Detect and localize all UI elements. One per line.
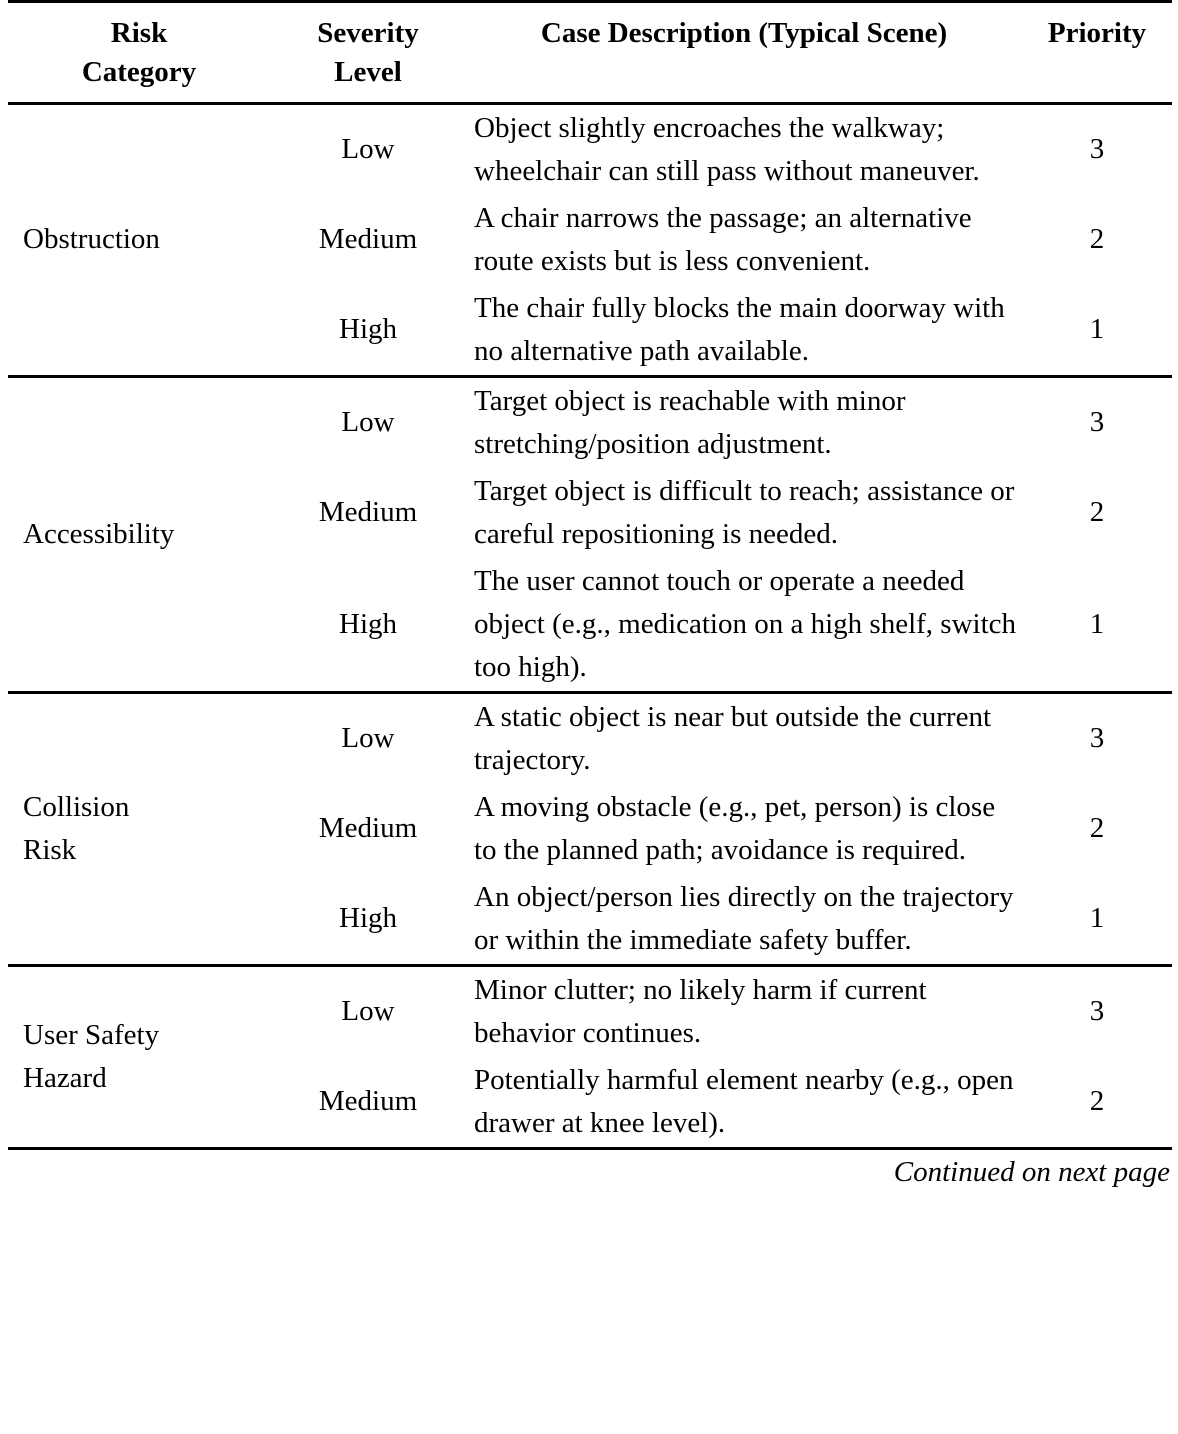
- cell-severity-level: [270, 558, 466, 693]
- column-header-risk-category-line2: Category: [81, 55, 197, 88]
- severity-label: Low: [341, 406, 395, 439]
- cell-severity-level: [270, 285, 466, 377]
- cell-severity-level: [270, 874, 466, 966]
- cell-case-description: [466, 468, 1022, 558]
- cell-case-description: [466, 694, 1022, 784]
- severity-label: Low: [341, 722, 395, 755]
- continued-note: Continued on next page: [893, 1155, 1170, 1188]
- risk-category-label-line1: User Safety: [23, 1018, 160, 1051]
- case-description-text: A chair narrows the passage; an alternative route exists but is less convenient.: [474, 201, 972, 277]
- column-header-severity-level-line2: Level: [334, 55, 402, 88]
- column-header-severity-level: [270, 3, 466, 103]
- priority-value: 3: [1089, 995, 1105, 1028]
- cell-severity-level: [270, 105, 466, 195]
- cell-case-description: [466, 784, 1022, 874]
- risk-category-label: Accessibility: [23, 517, 175, 550]
- cell-priority: [1022, 285, 1172, 377]
- case-description-text: Object slightly encroaches the walkway; wheelchair can still pass without maneuver.: [474, 111, 980, 187]
- cell-priority: [1022, 195, 1172, 285]
- cell-severity-level: [270, 378, 466, 468]
- cell-priority: [1022, 558, 1172, 693]
- cell-case-description: [466, 105, 1022, 195]
- cell-priority: [1022, 694, 1172, 784]
- table-body: [8, 105, 1172, 1150]
- risk-assessment-table: [8, 0, 1172, 1150]
- cell-severity-level: [270, 195, 466, 285]
- severity-label: Medium: [318, 1085, 418, 1118]
- cell-priority: [1022, 874, 1172, 966]
- priority-value: 1: [1089, 607, 1105, 640]
- case-description-text: Potentially harmful element nearby (e.g., open drawer at knee level).: [474, 1063, 1014, 1139]
- severity-label: Medium: [318, 812, 418, 845]
- column-header-case-description-line1: Case Description (Typical Scene): [540, 17, 948, 49]
- cell-case-description: [466, 558, 1022, 693]
- case-description-text: Minor clutter; no likely harm if current behavior continues.: [474, 973, 927, 1049]
- cell-risk-category: [8, 967, 270, 1149]
- case-description-text: Target object is difficult to reach; assistance or careful repositioning is needed.: [474, 474, 1015, 550]
- case-description-text: The user cannot touch or operate a needed object (e.g., medication on a high shelf, switch too high).: [474, 564, 1016, 683]
- severity-label: Low: [341, 995, 395, 1028]
- cell-risk-category: [8, 694, 270, 966]
- cell-priority: [1022, 468, 1172, 558]
- cell-risk-category: [8, 378, 270, 693]
- priority-value: 3: [1089, 133, 1105, 166]
- cell-severity-level: [270, 468, 466, 558]
- case-description-text: An object/person lies directly on the trajectory or within the immediate safety buffer.: [474, 880, 1014, 956]
- table-row: [8, 105, 1172, 195]
- severity-label: High: [339, 313, 397, 346]
- column-header-case-description: [466, 3, 1022, 103]
- cell-case-description: [466, 967, 1022, 1057]
- cell-case-description: [466, 285, 1022, 377]
- cell-severity-level: [270, 967, 466, 1057]
- cell-priority: [1022, 378, 1172, 468]
- cell-case-description: [466, 1057, 1022, 1149]
- risk-category-label-line2: Risk: [23, 833, 77, 866]
- priority-value: 3: [1089, 722, 1105, 755]
- priority-value: 1: [1089, 902, 1105, 935]
- column-header-risk-category: [8, 3, 270, 103]
- priority-value: 2: [1089, 223, 1105, 256]
- priority-value: 2: [1089, 496, 1105, 529]
- priority-value: 2: [1089, 1085, 1105, 1118]
- column-header-priority: [1022, 3, 1172, 103]
- case-description-text: Target object is reachable with minor stretching/position adjustment.: [474, 384, 906, 460]
- cell-priority: [1022, 1057, 1172, 1149]
- severity-label: High: [339, 902, 397, 935]
- cell-severity-level: [270, 694, 466, 784]
- priority-value: 1: [1089, 313, 1105, 346]
- cell-case-description: [466, 195, 1022, 285]
- cell-case-description: [466, 378, 1022, 468]
- risk-category-label: Obstruction: [23, 223, 160, 256]
- cell-severity-level: [270, 784, 466, 874]
- priority-value: 3: [1089, 406, 1105, 439]
- cell-priority: [1022, 784, 1172, 874]
- priority-value: 2: [1089, 812, 1105, 845]
- case-description-text: The chair fully blocks the main doorway with no alternative path available.: [474, 291, 1005, 367]
- severity-label: Medium: [318, 496, 418, 529]
- cell-case-description: [466, 874, 1022, 966]
- cell-severity-level: [270, 1057, 466, 1149]
- risk-category-label-line1: Collision: [23, 790, 130, 823]
- severity-label: Medium: [318, 223, 418, 256]
- cell-risk-category: [8, 105, 270, 377]
- case-description-text: A static object is near but outside the current trajectory.: [474, 700, 992, 776]
- severity-label: High: [339, 607, 397, 640]
- cell-priority: [1022, 967, 1172, 1057]
- column-header-priority-line1: Priority: [1047, 17, 1147, 49]
- severity-label: Low: [341, 133, 395, 166]
- risk-category-label-line2: Hazard: [23, 1061, 107, 1094]
- table-row: [8, 378, 1172, 468]
- cell-priority: [1022, 105, 1172, 195]
- table-header: [8, 2, 1172, 105]
- column-header-risk-category-line1: Risk: [110, 17, 168, 49]
- table-row: [8, 694, 1172, 784]
- column-header-severity-level-line1: Severity: [317, 17, 419, 49]
- case-description-text: A moving obstacle (e.g., pet, person) is close to the planned path; avoidance is required.: [474, 790, 996, 866]
- table-row: [8, 967, 1172, 1057]
